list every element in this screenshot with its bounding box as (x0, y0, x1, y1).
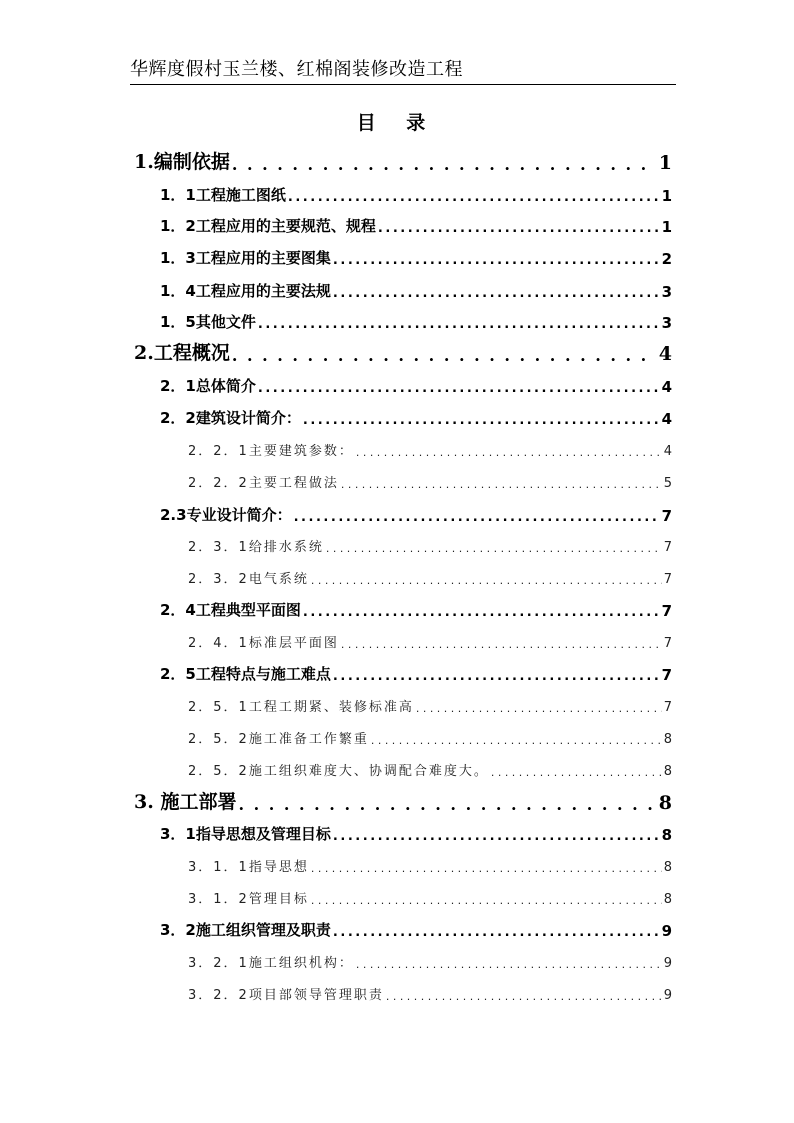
toc-entry-label: 2．1总体简介 (160, 377, 256, 395)
page-header (130, 56, 676, 85)
leader-dots (303, 605, 660, 620)
toc-entry-3-2[interactable] (160, 918, 672, 940)
toc-entry-page: 8 (663, 732, 672, 747)
toc-entry-page: 7 (663, 572, 672, 587)
leader-dots (258, 317, 660, 332)
toc-entry-label: 1.编制依据 (134, 151, 230, 173)
toc-entry-label: 2.3专业设计简介： (160, 506, 292, 524)
toc-entry-1-5[interactable] (160, 310, 672, 332)
toc-entry-label: 1．5其他文件 (160, 313, 256, 331)
toc-entry-1-4[interactable] (160, 279, 672, 301)
toc-entry-label: 3．2．2项目部领导管理职责 (188, 988, 384, 1003)
toc-entry-2-3-1[interactable] (188, 535, 672, 555)
leader-dots (333, 253, 660, 268)
toc-entry-2-4[interactable] (160, 598, 672, 620)
leader-dots (232, 155, 657, 174)
document-title: 华辉度假村玉兰楼、红棉阁装修改造工程 (130, 59, 463, 80)
toc-entry-2-2-1[interactable] (188, 439, 672, 459)
toc-entry-2-3-2[interactable] (188, 567, 672, 587)
toc-entry-page: 7 (661, 666, 672, 684)
toc-entry-3-1[interactable] (160, 822, 672, 844)
toc-entry-label: 2．2建筑设计简介： (160, 409, 301, 427)
toc-entry-label: 2．5．2施工组织难度大、协调配合难度大。 (188, 764, 489, 779)
toc-entry-page: 4 (661, 378, 672, 396)
toc-entry-label: 2．4．1标准层平面图 (188, 636, 339, 651)
toc-entry-page: 2 (661, 250, 672, 268)
toc-entry-page: 1 (658, 152, 672, 174)
leader-dots (258, 381, 660, 396)
toc-entry-3-2-1[interactable] (188, 951, 672, 971)
toc-entry-3-1-1[interactable] (188, 855, 672, 875)
toc-entry-page: 8 (658, 792, 672, 814)
leader-dots (371, 734, 662, 747)
toc-entry-2-5[interactable] (160, 662, 672, 684)
leader-dots (311, 894, 662, 907)
toc-entry-2-3[interactable] (160, 503, 672, 525)
toc-entry-2-5-2a[interactable] (188, 727, 672, 747)
leader-dots (232, 346, 657, 365)
leader-dots (491, 766, 662, 779)
leader-dots (386, 990, 662, 1003)
toc-entry-label: 1．2工程应用的主要规范、规程 (160, 217, 376, 235)
toc-entry-page: 7 (661, 507, 672, 525)
leader-dots (356, 958, 662, 971)
toc-entry-3-2-2[interactable] (188, 983, 672, 1003)
leader-dots (326, 542, 662, 555)
toc-entry-page: 3 (661, 314, 672, 332)
toc-entry-label: 3．2．1施工组织机构： (188, 956, 354, 971)
leader-dots (356, 446, 662, 459)
toc-entry-page: 9 (663, 988, 672, 1003)
toc-entry-1[interactable] (134, 148, 672, 174)
toc-entry-label: 1．4工程应用的主要法规 (160, 282, 331, 300)
toc-entry-page: 3 (661, 283, 672, 301)
toc-entry-page: 9 (661, 922, 672, 940)
toc-entry-label: 2．5工程特点与施工难点 (160, 665, 331, 683)
toc-entry-label: 2．2．2主要工程做法 (188, 476, 339, 491)
leader-dots (333, 829, 660, 844)
toc-entry-label: 1．3工程应用的主要图集 (160, 249, 331, 267)
toc-entry-2-4-1[interactable] (188, 631, 672, 651)
toc-entry-2-5-2b[interactable] (188, 759, 672, 779)
toc-entry-label: 2．5．2施工准备工作繁重 (188, 732, 369, 747)
toc-entry-label: 1．1工程施工图纸 (160, 186, 286, 204)
leader-dots (341, 638, 662, 651)
toc-entry-page: 4 (661, 410, 672, 428)
toc-entry-page: 8 (661, 826, 672, 844)
toc-entry-1-3[interactable] (160, 246, 672, 268)
toc-entry-label: 2．2．1主要建筑参数： (188, 444, 354, 459)
toc-entry-page: 7 (661, 602, 672, 620)
leader-dots (303, 413, 660, 428)
toc-entry-label: 3．1．1指导思想 (188, 860, 309, 875)
toc-entry-1-1[interactable] (160, 183, 672, 205)
leader-dots (333, 286, 660, 301)
toc-entry-label: 3．1指导思想及管理目标 (160, 825, 331, 843)
toc-entry-page: 1 (661, 187, 672, 205)
toc-entry-2-2-2[interactable] (188, 471, 672, 491)
toc-entry-page: 8 (663, 860, 672, 875)
leader-dots (378, 221, 660, 236)
toc-entry-label: 2．3．1给排水系统 (188, 540, 324, 555)
toc-entry-2-2[interactable] (160, 406, 672, 428)
leader-dots (416, 702, 662, 715)
toc-entry-page: 4 (658, 343, 672, 365)
toc-entry-2-1[interactable] (160, 374, 672, 396)
leader-dots (341, 478, 662, 491)
toc-entry-label: 2．3．2电气系统 (188, 572, 309, 587)
toc-entry-page: 4 (663, 444, 672, 459)
toc-entry-2[interactable] (134, 339, 672, 365)
toc-entry-page: 1 (661, 218, 672, 236)
toc-entry-label: 3．2施工组织管理及职责 (160, 921, 331, 939)
toc-entry-1-2[interactable] (160, 214, 672, 236)
toc-entry-page: 5 (663, 476, 672, 491)
toc-entry-page: 7 (663, 540, 672, 555)
leader-dots (288, 190, 660, 205)
toc-entry-page: 8 (663, 764, 672, 779)
leader-dots (311, 574, 662, 587)
leader-dots (333, 925, 660, 940)
toc-entry-page: 7 (663, 636, 672, 651)
toc-heading: 目 录 (356, 112, 438, 134)
toc-entry-label: 2.工程概况 (134, 342, 230, 364)
toc-entry-2-5-1[interactable] (188, 695, 672, 715)
toc-entry-label: 3. 施工部署 (134, 791, 237, 813)
toc-entry-page: 8 (663, 892, 672, 907)
leader-dots (294, 510, 660, 525)
toc-entry-page: 7 (663, 700, 672, 715)
toc-entry-page: 9 (663, 956, 672, 971)
toc-entry-3-1-2[interactable] (188, 887, 672, 907)
toc-entry-label: 2．5．1工程工期紧、装修标准高 (188, 700, 414, 715)
leader-dots (333, 669, 660, 684)
leader-dots (311, 862, 662, 875)
toc-entry-label: 3．1．2管理目标 (188, 892, 309, 907)
toc-entry-3[interactable] (134, 788, 672, 814)
leader-dots (238, 795, 656, 814)
toc-entry-label: 2．4工程典型平面图 (160, 601, 301, 619)
